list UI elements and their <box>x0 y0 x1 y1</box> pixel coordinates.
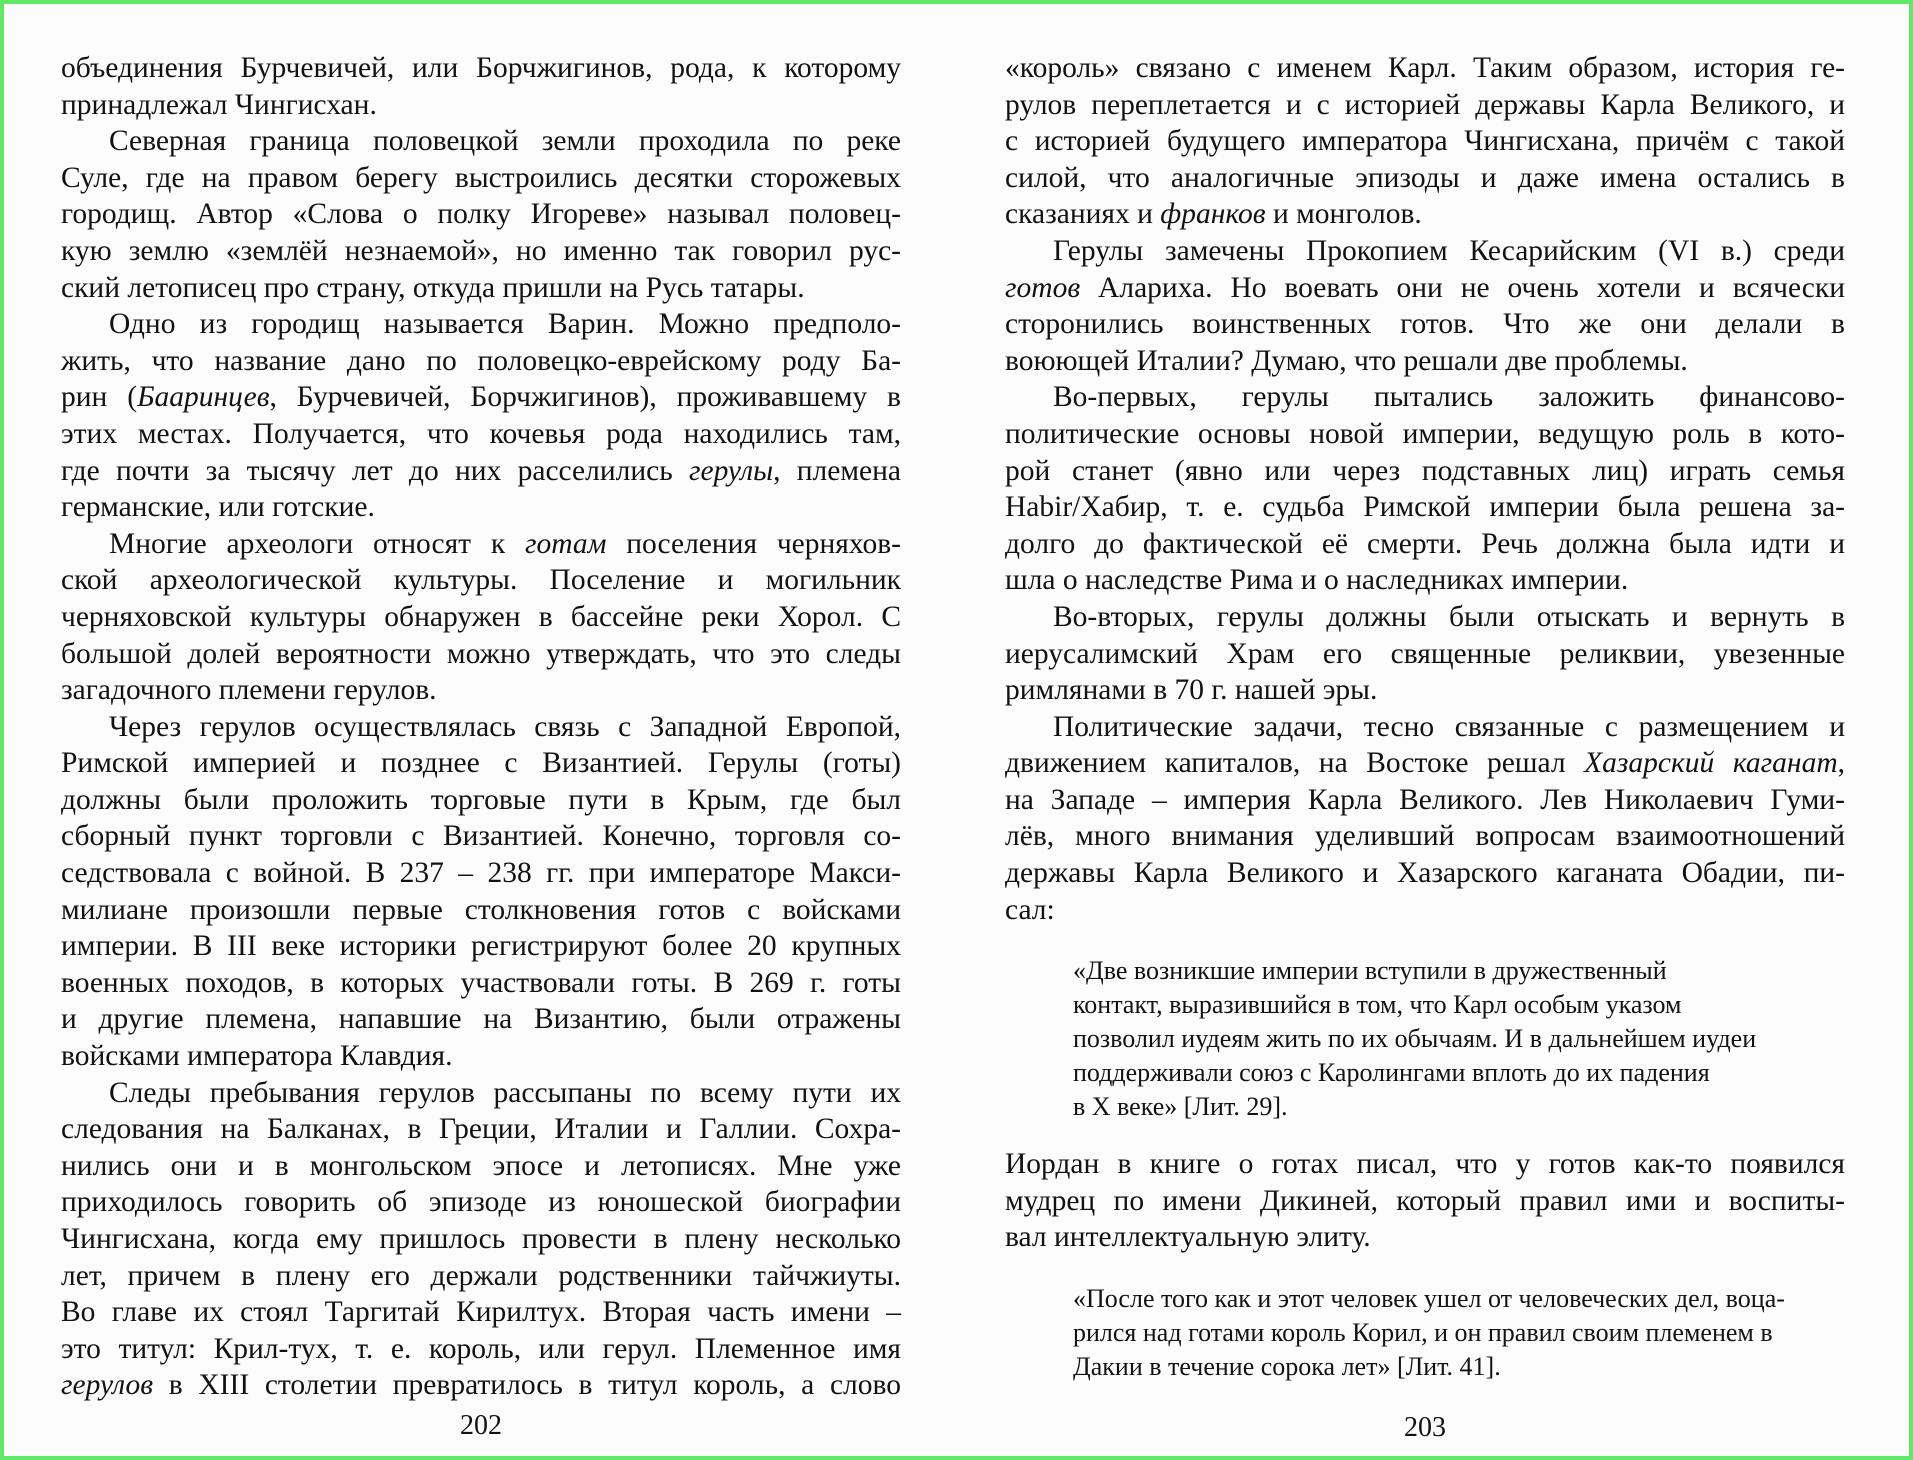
text-line: принадлежал Чингисхан. <box>61 88 377 121</box>
text-line: римлянами в 70 г. нашей эры. <box>1005 674 1378 707</box>
text-line: герулов в XIII столетии превратилось в титул король, а слово <box>61 1369 901 1402</box>
page-right-text <box>1005 50 1845 1406</box>
quote-line: позволил иудеям жить по их обычаям. И в дальнейшем иудеи <box>1073 1024 1757 1054</box>
quote-block <box>1073 1282 1845 1384</box>
text-line: на Западе – империя Карла Великого. Лев Николаевич Гуми- <box>1005 783 1845 816</box>
text-line: сборный пункт торговли с Византией. Конечно, торговля со- <box>61 820 901 853</box>
text-line: германские, или готские. <box>61 491 375 524</box>
text-line: лет, причем в плену его держали родственники тайчжиуты. <box>61 1259 901 1292</box>
text-line: сказаниях и франков и монголов. <box>1005 198 1422 231</box>
quote-line: рился над готами король Корил, и он правил своим племенем в <box>1073 1318 1773 1348</box>
paragraph <box>1005 709 1845 929</box>
text-line: долго до фактической её смерти. Речь должна была идти и <box>1005 527 1845 560</box>
paragraph <box>1005 1146 1845 1256</box>
text-line: Во-вторых, герулы должны были отыскать и вернуть в <box>1053 600 1845 633</box>
page-number-left: 202 <box>460 1410 502 1441</box>
text-line: этих местах. Получается, что кочевья рода находились там, <box>61 417 901 450</box>
book-spread <box>4 4 1909 1456</box>
text-line: воюющей Италии? Думаю, что решали две проблемы. <box>1005 344 1688 377</box>
paragraph <box>1005 233 1845 379</box>
text-line: рин (Бааринцев, Бурчевичей, Борчжигинов), проживавшему в <box>61 381 901 414</box>
text-line: Северная граница половецкой земли проходила по реке <box>109 125 901 158</box>
paragraph <box>61 123 901 306</box>
quote-line: «Две возникшие империи вступили в дружественный <box>1073 956 1667 986</box>
paragraph <box>1005 599 1845 709</box>
text-line: империи. В III веке историки регистрируют более 20 крупных <box>61 930 901 963</box>
quote-line: поддерживали союз с Каролингами вплоть до их падения <box>1073 1058 1710 1088</box>
text-line: приходилось говорить об эпизоде из юношеской биографии <box>61 1186 901 1219</box>
text-line: где почти за тысячу лет до них расселились герулы, племена <box>61 454 901 487</box>
paragraph <box>1005 50 1845 233</box>
page-left-text <box>61 50 901 1404</box>
text-line: Герулы замечены Прокопием Кесарийским (VI в.) среди <box>1053 234 1845 267</box>
text-line: должны были проложить торговые пути в Крым, где был <box>61 783 901 816</box>
text-line: кую землю «землёй незнаемой», но именно так говорил рус- <box>61 234 901 267</box>
text-line: жить, что название дано по половецко-еврейскому роду Ба- <box>61 344 901 377</box>
page-left <box>61 50 901 1448</box>
text-line: Многие археологи относят к готам поселения черняхов- <box>109 527 901 560</box>
text-line: сал: <box>1005 893 1055 926</box>
paragraph <box>61 1075 901 1404</box>
quote-block <box>1073 954 1845 1124</box>
text-line: седствовала с войной. В 237 – 238 гг. при императоре Макси- <box>61 857 901 890</box>
text-line: ский летописец про страну, откуда пришли на Русь татары. <box>61 271 805 304</box>
text-line: «король» связано с именем Карл. Таким образом, история ге- <box>1005 52 1845 84</box>
text-line: Во-первых, герулы пытались заложить финансово- <box>1053 381 1845 414</box>
quote-line: в X веке» [Лит. 29]. <box>1073 1092 1288 1122</box>
text-line: Следы пребывания герулов рассыпаны по всему пути их <box>109 1076 901 1109</box>
quote-line: контакт, выразившийся в том, что Карл особым указом <box>1073 990 1682 1020</box>
quote-line: Дакии в течение сорока лет» [Лит. 41]. <box>1073 1352 1501 1382</box>
text-line: Политические задачи, тесно связанные с размещением и <box>1053 710 1845 743</box>
text-line: рулов переплетается и с историей державы Карла Великого, и <box>1005 88 1845 121</box>
text-line: нились они и в монгольском эпосе и летописях. Мне уже <box>61 1149 901 1182</box>
paragraph <box>61 709 901 1075</box>
text-line: мудрец по имени Дикиней, который правил ими и воспиты- <box>1005 1184 1845 1217</box>
paragraph <box>61 526 901 709</box>
text-line: лёв, много внимания уделивший вопросам взаимоотношений <box>1005 820 1845 853</box>
text-line: большой долей вероятности можно утверждать, что это следы <box>61 637 901 670</box>
text-line: войсками императора Клавдия. <box>61 1040 453 1073</box>
text-line: с историей будущего императора Чингисхана, причём с такой <box>1005 125 1845 158</box>
text-line: городищ. Автор «Слова о полку Игореве» называл половец- <box>61 198 901 231</box>
text-line: политические основы новой империи, ведущую роль в кото- <box>1005 417 1845 450</box>
text-line: движением капиталов, на Востоке решал Хазарский каганат, <box>1005 747 1845 780</box>
paragraph <box>61 306 901 526</box>
text-line: Чингисхана, когда ему пришлось провести в плену несколько <box>61 1223 901 1255</box>
text-line: следования на Балканах, в Греции, Италии и Галлии. Сохра- <box>61 1113 901 1146</box>
text-line: сторонились воинственных готов. Что же они делали в <box>1005 308 1845 341</box>
quote-line: «После того как и этот человек ушел от человеческих дел, воца- <box>1073 1284 1785 1314</box>
text-line: иерусалимский Храм его священные реликвии, увезенные <box>1005 637 1845 670</box>
text-line: готов Алариха. Но воевать они не очень хотели и всячески <box>1005 271 1845 304</box>
text-line: милиане произошли первые столкновения готов с войсками <box>61 893 901 926</box>
text-line: это титул: Крил-тух, т. е. король, или герул. Племенное имя <box>61 1332 901 1365</box>
text-line: военных походов, в которых участвовали готы. В 269 г. готы <box>61 966 901 999</box>
text-line: Одно из городищ называется Варин. Можно предполо- <box>109 308 901 341</box>
text-line: вал интеллектуальную элиту. <box>1005 1221 1371 1254</box>
text-line: державы Карла Великого и Хазарского каганата Обадии, пи- <box>1005 857 1845 890</box>
text-line: Во главе их стоял Таргитай Кирилтух. Вторая часть имени – <box>61 1296 901 1329</box>
text-line: Через герулов осуществлялась связь с Западной Европой, <box>109 710 901 743</box>
text-line: Суле, где на правом берегу выстроились десятки сторожевых <box>61 161 901 194</box>
text-line: шла о наследстве Рима и о наследниках империи. <box>1005 564 1629 597</box>
paragraph <box>1005 379 1845 599</box>
text-line: загадочного племени герулов. <box>61 674 437 707</box>
text-line: рой станет (явно или через подставных лиц) играть семья <box>1005 454 1845 487</box>
page-number-right: 203 <box>1404 1412 1446 1444</box>
text-line: силой, что аналогичные эпизоды и даже имена остались в <box>1005 161 1845 194</box>
text-line: и другие племена, напавшие на Византию, были отражены <box>61 1003 901 1036</box>
page-right <box>1005 50 1845 1448</box>
text-line: Habir/Хабир, т. е. судьба Римской империи была решена за- <box>1005 491 1845 524</box>
text-line: Римской империей и позднее с Византией. Герулы (готы) <box>61 747 901 780</box>
text-line: объединения Бурчевичей, или Борчжигинов, рода, к которому <box>61 52 901 84</box>
text-line: черняховской культуры обнаружен в бассейне реки Хорол. С <box>61 600 901 633</box>
text-line: Иордан в книге о готах писал, что у готов как-то появился <box>1005 1148 1845 1181</box>
paragraph <box>61 50 901 123</box>
text-line: ской археологической культуры. Поселение и могильник <box>61 564 901 597</box>
